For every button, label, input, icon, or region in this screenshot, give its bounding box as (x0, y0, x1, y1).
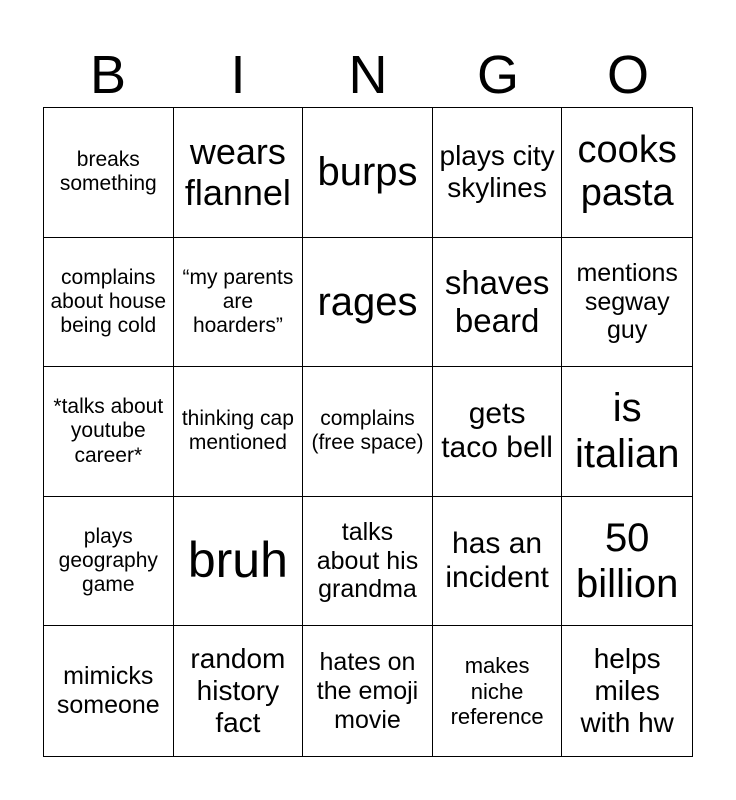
cell-text: plays geography game (58, 524, 158, 597)
cell-text: makes niche reference (450, 653, 544, 729)
bingo-cell[interactable] (174, 367, 304, 497)
free-space-cell[interactable] (303, 367, 433, 497)
bingo-cell[interactable] (44, 367, 174, 497)
bingo-cell[interactable] (433, 367, 563, 497)
bingo-cell[interactable] (174, 238, 304, 368)
bingo-cell[interactable] (44, 626, 174, 756)
bingo-cell[interactable] (174, 497, 304, 627)
bingo-cell[interactable] (562, 626, 692, 756)
bingo-cell[interactable] (562, 497, 692, 627)
bingo-cell[interactable] (562, 108, 692, 238)
bingo-cell[interactable] (44, 238, 174, 368)
bingo-header (43, 44, 693, 106)
bingo-cell[interactable] (303, 626, 433, 756)
cell-text: complains (free space) (311, 407, 424, 455)
cell-text: mimicks someone (56, 662, 160, 720)
cell-text: burps (317, 150, 418, 195)
bingo-cell[interactable] (303, 497, 433, 627)
bingo-cell[interactable] (174, 108, 304, 238)
bingo-cell[interactable] (433, 238, 563, 368)
cell-text: has an incident (445, 526, 549, 595)
cell-text: helps miles with hw (580, 642, 674, 739)
cell-text: plays city skylines (439, 140, 555, 204)
header-letter-n: N (348, 45, 388, 105)
header-letter-i: I (230, 45, 246, 105)
header-letter-b: B (89, 45, 127, 105)
cell-text: “my parents are hoarders” (182, 265, 294, 337)
cell-text: random history fact (190, 642, 286, 739)
bingo-cell[interactable] (433, 108, 563, 238)
cell-text: 50 billion (576, 516, 679, 607)
cell-text: is italian (574, 386, 680, 477)
header-letter-o: O (606, 45, 649, 105)
cell-text: hates on the emoji movie (316, 648, 419, 734)
bingo-cell[interactable] (303, 238, 433, 368)
bingo-cell[interactable] (562, 367, 692, 497)
cell-text: wears flannel (184, 130, 291, 214)
cell-text: talks about his grandma (316, 517, 419, 604)
header-letter-g: G (476, 45, 519, 105)
cell-text: breaks something (59, 148, 157, 196)
cell-text: complains about house being cold (50, 265, 167, 337)
cell-text: rages (317, 279, 418, 324)
cell-text: gets taco bell (441, 396, 553, 465)
cell-text: mentions segway guy (576, 258, 678, 345)
bingo-cell[interactable] (562, 238, 692, 368)
cell-text: cooks pasta (577, 128, 677, 215)
cell-text: thinking cap mentioned (181, 407, 294, 455)
bingo-cell[interactable] (433, 497, 563, 627)
cell-text: *talks about youtube career* (53, 395, 164, 467)
bingo-cell[interactable] (303, 108, 433, 238)
bingo-cell[interactable] (44, 108, 174, 238)
bingo-board (43, 107, 693, 757)
bingo-cell[interactable] (44, 497, 174, 627)
cell-text: shaves beard (444, 263, 550, 339)
bingo-cell[interactable] (174, 626, 304, 756)
bingo-cell[interactable] (433, 626, 563, 756)
cell-text: bruh (187, 532, 288, 589)
